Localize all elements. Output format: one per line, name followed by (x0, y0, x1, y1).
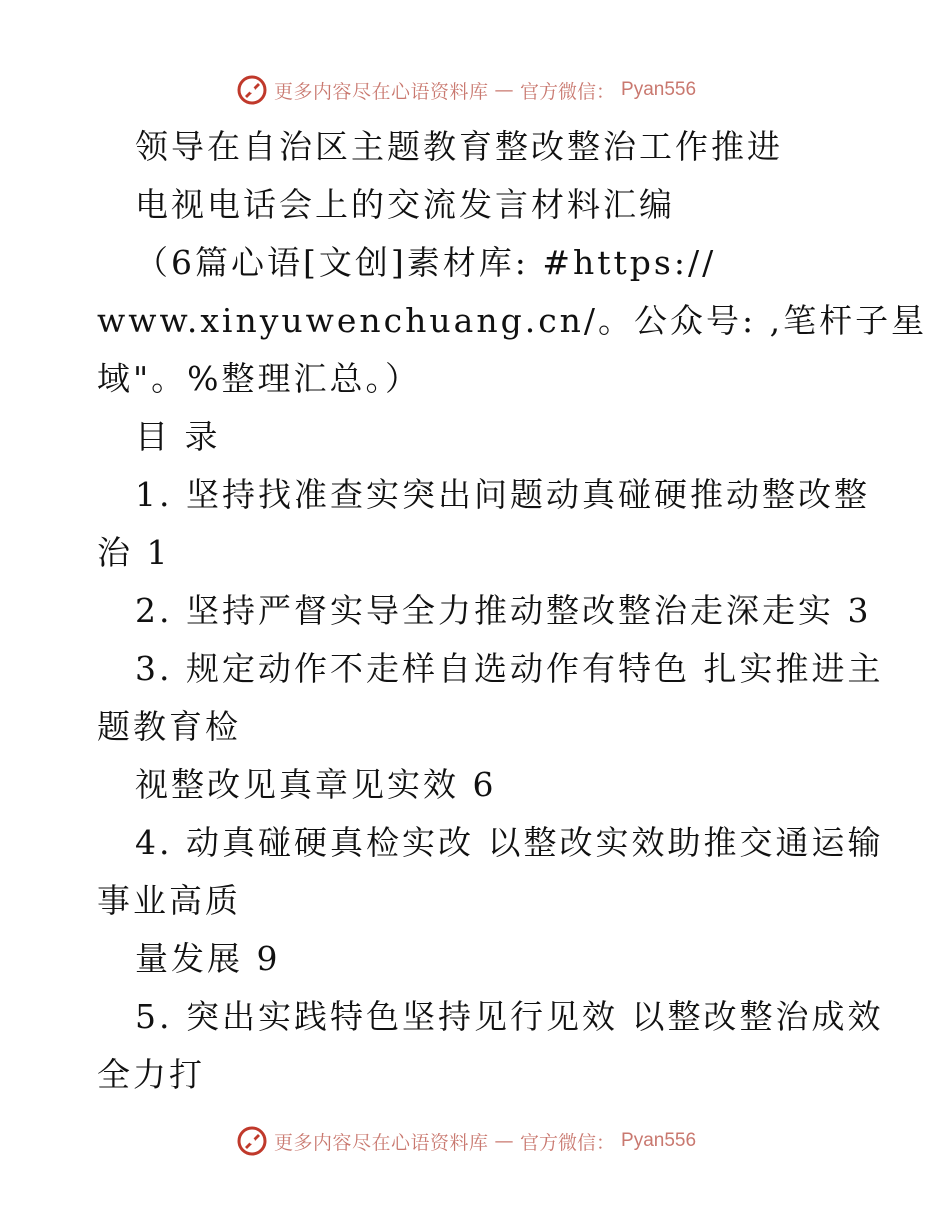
banner-dash: — (494, 79, 515, 101)
toc-item-3-line-3: 视整改见真章见实效 6 (135, 765, 497, 804)
toc-item-4-line-1: 4. 动真碰硬真检实改 以整改实效助推交通运输 (135, 823, 884, 862)
toc-item-5-line-1: 5. 突出实践特色坚持见行见效 以整改整治成效 (135, 997, 884, 1036)
footer-watermark (236, 1124, 696, 1158)
doc-title-line-2: 电视电话会上的交流发言材料汇编 (135, 185, 675, 224)
banner-text: 更多内容尽在心语资料库 (274, 80, 489, 103)
banner-wechat-id: Pyan556 (621, 79, 697, 100)
toc-item-2-line-1: 2. 坚持严督实导全力推动整改整治走深走实 3 (135, 591, 872, 630)
toc-item-3-line-1: 3. 规定动作不走样自选动作有特色 扎实推进主 (135, 649, 884, 688)
toc-item-4-line-3: 量发展 9 (135, 939, 281, 978)
doc-title-line-1: 领导在自治区主题教育整改整治工作推进 (135, 127, 783, 166)
toc-item-1-line-1: 1. 坚持找准查实突出问题动真碰硬推动整改整 (135, 475, 870, 514)
banner-label: 官方微信： (520, 80, 616, 103)
doc-note-line-3: 域"。%整理汇总。） (97, 359, 422, 398)
banner-label: 官方微信： (520, 1131, 616, 1154)
banner-dash: — (494, 1130, 515, 1152)
toc-item-3-line-2: 题教育检 (97, 707, 241, 746)
toc-item-4-line-2: 事业高质 (97, 881, 241, 920)
document-body (97, 118, 928, 1104)
brand-logo-icon (236, 1125, 268, 1157)
toc-item-1-line-2: 治 1 (97, 533, 171, 572)
toc-heading: 目 录 (135, 417, 221, 456)
banner-wechat-id: Pyan556 (621, 1130, 697, 1151)
doc-note-line-2: www.xinyuwenchuang.cn/。公众号: ,笔杆子星 (97, 301, 928, 340)
header-watermark (236, 73, 696, 107)
banner-text: 更多内容尽在心语资料库 (274, 1131, 489, 1154)
doc-note-line-1: （6篇心语[文创]素材库: #https:// (135, 243, 717, 282)
toc-item-5-line-2: 全力打 (97, 1055, 205, 1094)
brand-logo-icon (236, 74, 268, 106)
